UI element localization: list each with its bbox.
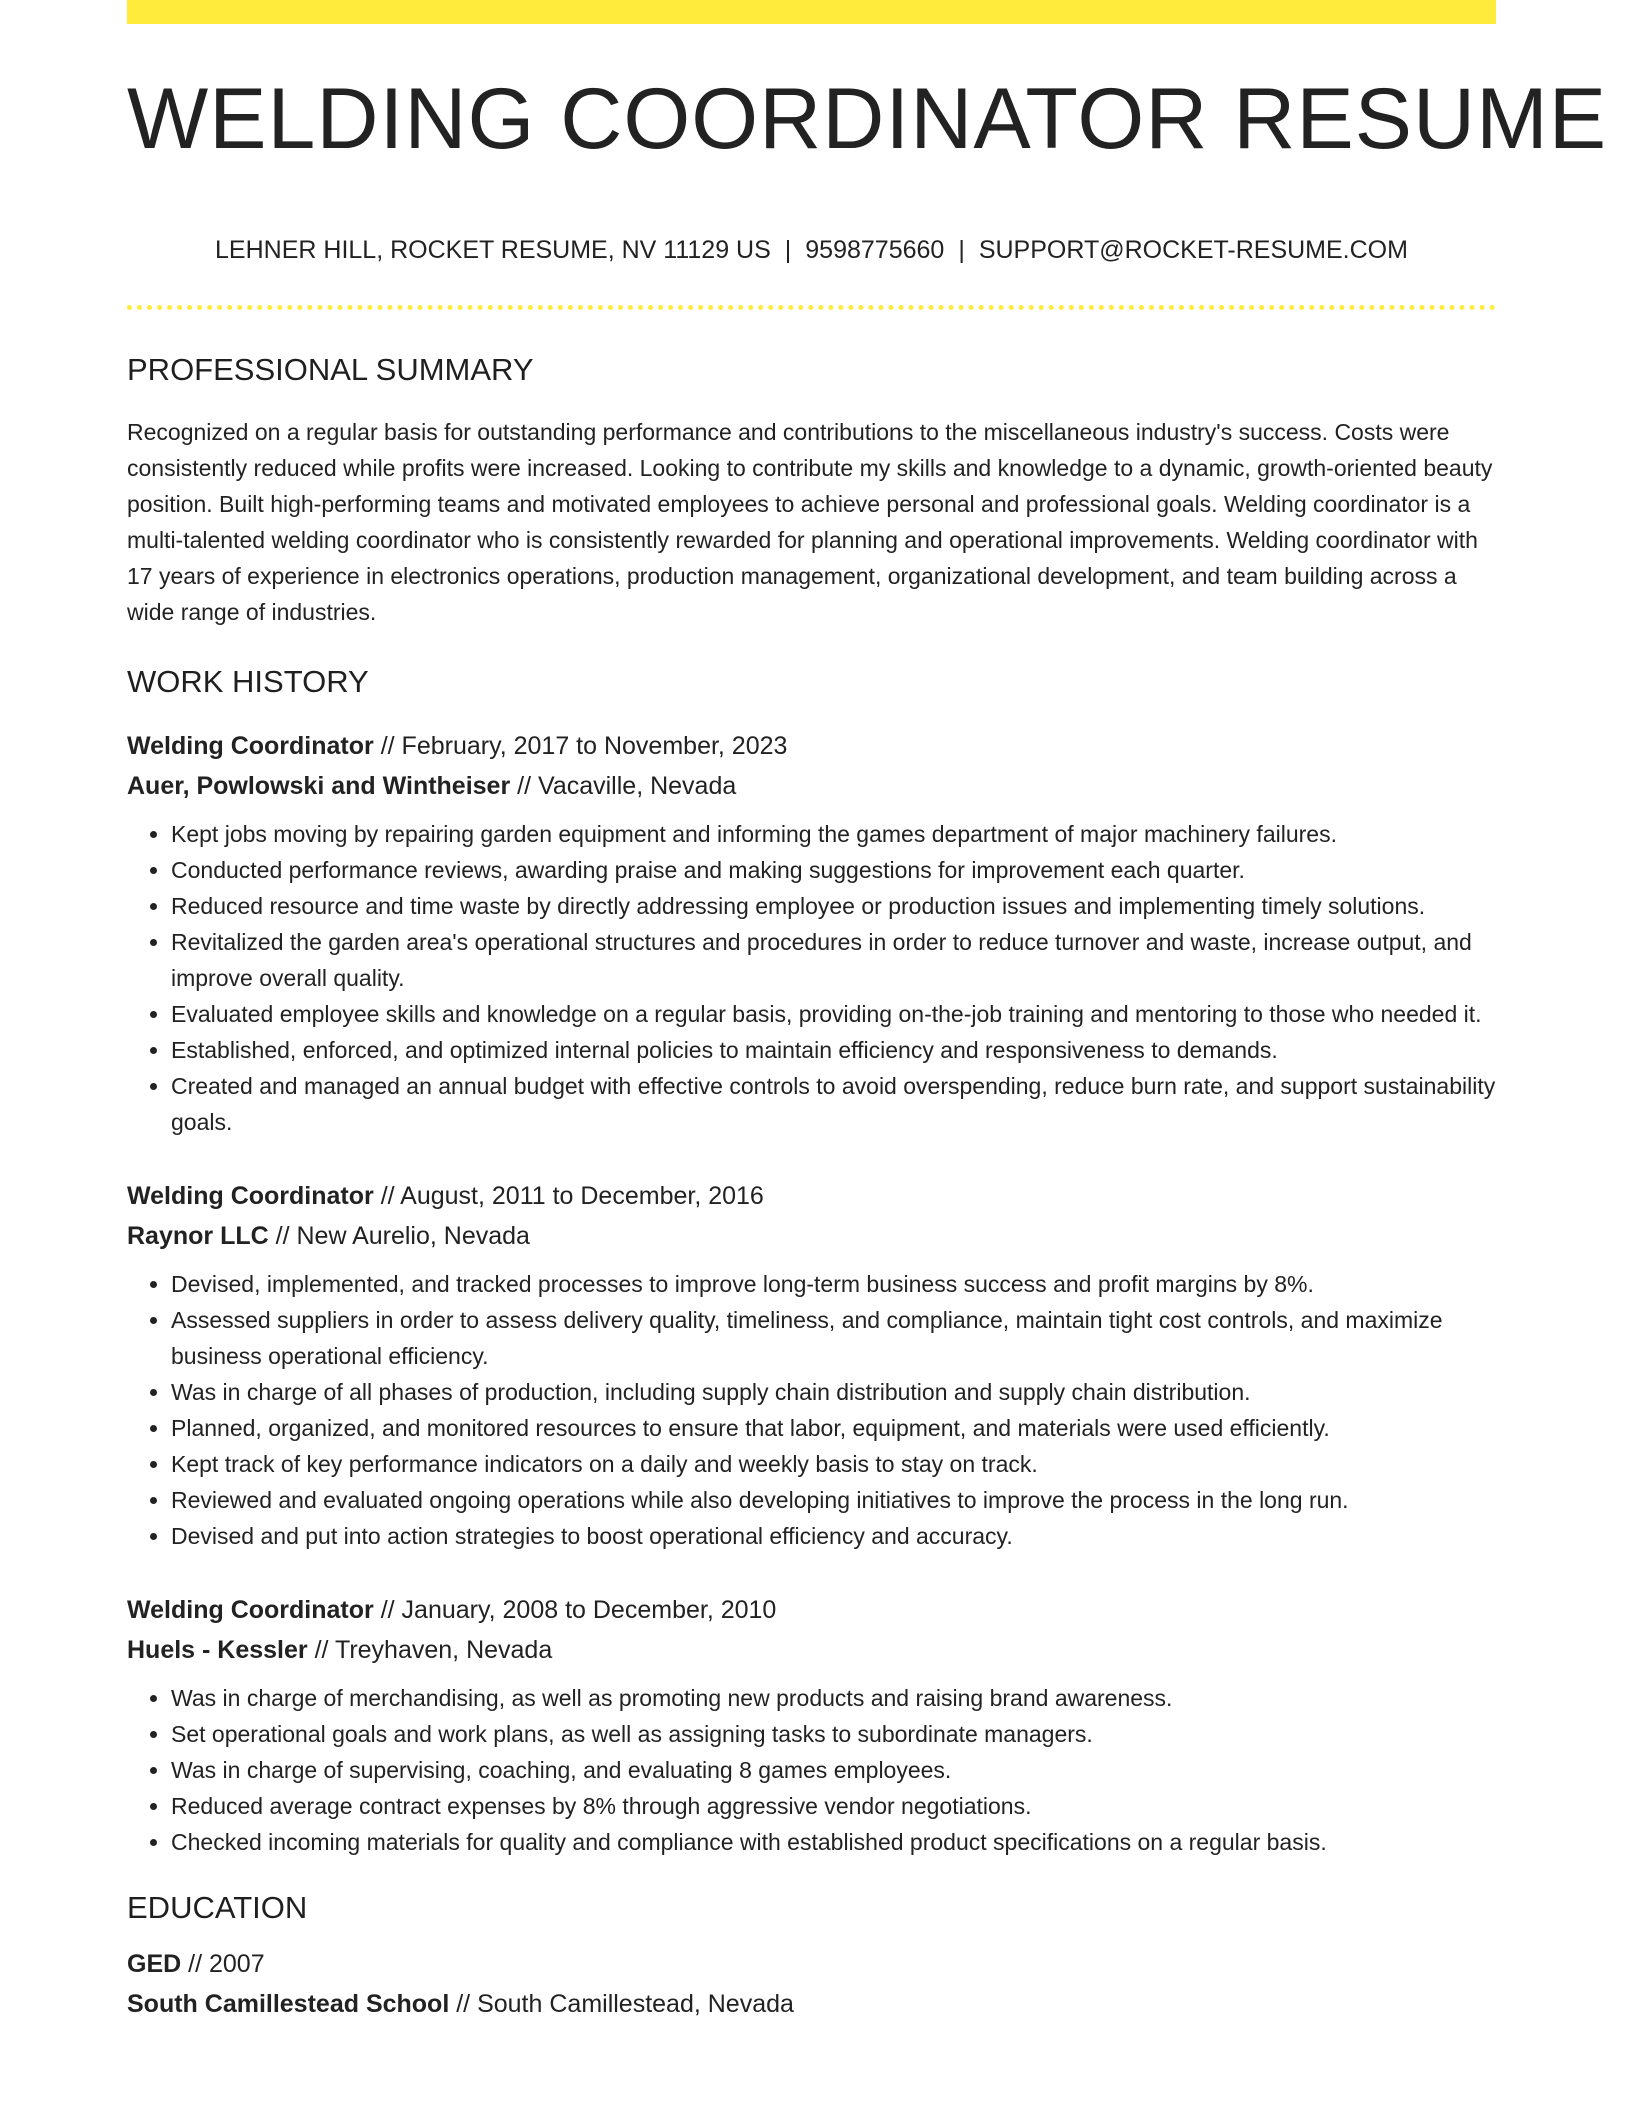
job-title-line	[127, 726, 1496, 766]
resume-content	[127, 352, 1496, 2024]
bullet-item: • Was in charge of supervising, coaching, and evaluating 8 games employees.	[171, 1752, 1496, 1788]
company-name: Raynor LLC	[127, 1222, 269, 1250]
email: SUPPORT@ROCKET-RESUME.COM	[978, 236, 1408, 264]
school-location: South Camillestead, Nevada	[477, 1990, 794, 2018]
job-title-line	[127, 1176, 1496, 1216]
bullet-item: • Assessed suppliers in order to assess delivery quality, timeliness, and compliance, maintain tight cost controls, and maximize business operational efficiency.	[171, 1302, 1496, 1374]
education-section	[127, 1890, 1496, 2024]
contact-separator: |	[958, 236, 965, 264]
job-location: Vacaville, Nevada	[538, 772, 737, 800]
job-entry	[127, 1590, 1496, 1860]
job-dates: August, 2011 to December, 2016	[400, 1182, 764, 1210]
summary-heading: PROFESSIONAL SUMMARY	[127, 352, 534, 387]
bullet-item: • Devised and put into action strategies to boost operational efficiency and accuracy.	[171, 1518, 1496, 1554]
job-entry	[127, 726, 1496, 1140]
bullet-item: • Kept track of key performance indicators on a daily and weekly basis to stay on track.	[171, 1446, 1496, 1482]
bullet-item: • Reduced average contract expenses by 8% through aggressive vendor negotiations.	[171, 1788, 1496, 1824]
job-company-line	[127, 766, 1496, 806]
dotted-divider	[127, 305, 1496, 310]
education-heading: EDUCATION	[127, 1890, 308, 1925]
job-entry	[127, 1176, 1496, 1554]
bullet-item: • Was in charge of merchandising, as well as promoting new products and raising brand awareness.	[171, 1680, 1496, 1716]
work-history-heading: WORK HISTORY	[127, 664, 369, 699]
work-history-section	[127, 664, 1496, 1860]
field-separator: //	[373, 1182, 401, 1210]
field-separator: //	[373, 1596, 402, 1624]
graduation-year: 2007	[208, 1950, 265, 1978]
field-separator: //	[181, 1950, 209, 1978]
bullet-item: • Kept jobs moving by repairing garden equipment and informing the games department of major machinery failures.	[171, 816, 1496, 852]
accent-bar	[127, 0, 1496, 24]
job-dates: February, 2017 to November, 2023	[401, 732, 788, 760]
school-name: South Camillestead School	[127, 1990, 450, 2018]
job-dates: January, 2008 to December, 2010	[401, 1596, 777, 1624]
job-bullets	[127, 1680, 1496, 1860]
contact-line	[127, 236, 1496, 265]
job-bullets	[127, 1266, 1496, 1554]
company-name: Auer, Powlowski and Wintheiser	[127, 772, 511, 800]
job-company-line	[127, 1216, 1496, 1256]
school-line	[127, 1984, 1496, 2024]
bullet-item: • Evaluated employee skills and knowledge on a regular basis, providing on-the-job training and mentoring to those who needed it.	[171, 996, 1496, 1032]
bullet-item: • Devised, implemented, and tracked processes to improve long-term business success and profit margins by 8%.	[171, 1266, 1496, 1302]
field-separator: //	[307, 1636, 335, 1664]
job-company-line	[127, 1630, 1496, 1670]
summary-text: Recognized on a regular basis for outstanding performance and contributions to the miscellaneous industry's success. Costs were consistently reduced while profits were increased. Looking to contribute my skills and knowledge to a dynamic, growth-oriented beauty position. Built high-performing teams and motivated employees to achieve personal and professional goals. Welding coordinator is a multi-talented welding coordinator who is consistently rewarded for planning and operational improvements. Welding coordinator with 17 years of experience in electronics operations, production management, organizational development, and team building across a wide range of industries.	[127, 419, 1493, 625]
field-separator: //	[449, 1990, 478, 2018]
job-title-line	[127, 1590, 1496, 1630]
bullet-item: • Established, enforced, and optimized internal policies to maintain efficiency and responsiveness to demands.	[171, 1032, 1496, 1068]
job-location: Treyhaven, Nevada	[334, 1636, 553, 1664]
summary-section	[127, 352, 1496, 630]
phone: 9598775660	[805, 236, 945, 264]
contact-separator: |	[784, 236, 792, 264]
bullet-item: • Revitalized the garden area's operational structures and procedures in order to reduce turnover and waste, increase output, and improve overall quality.	[171, 924, 1496, 996]
field-separator: //	[268, 1222, 297, 1250]
resume-title: WELDING COORDINATOR RESUME	[127, 71, 1608, 167]
bullet-item: • Planned, organized, and monitored resources to ensure that labor, equipment, and materials were used efficiently.	[171, 1410, 1496, 1446]
job-title: Welding Coordinator	[127, 732, 374, 760]
bullet-item: • Reduced resource and time waste by directly addressing employee or production issues and implementing timely solutions.	[171, 888, 1496, 924]
company-name: Huels - Kessler	[127, 1636, 308, 1664]
bullet-item: • Conducted performance reviews, awarding praise and making suggestions for improvement each quarter.	[171, 852, 1496, 888]
bullet-item: • Checked incoming materials for quality and compliance with established product specifications on a regular basis.	[171, 1824, 1496, 1860]
job-bullets	[127, 816, 1496, 1140]
job-title: Welding Coordinator	[127, 1596, 374, 1624]
field-separator: //	[373, 732, 402, 760]
bullet-item: • Created and managed an annual budget with effective controls to avoid overspending, reduce burn rate, and support sustainability goals.	[171, 1068, 1496, 1140]
job-title: Welding Coordinator	[127, 1182, 374, 1210]
bullet-item: • Was in charge of all phases of production, including supply chain distribution and supply chain distribution.	[171, 1374, 1496, 1410]
job-location: New Aurelio, Nevada	[296, 1222, 530, 1250]
field-separator: //	[510, 772, 538, 800]
degree: GED	[127, 1950, 182, 1978]
address: LEHNER HILL, ROCKET RESUME, NV 11129 US	[215, 236, 771, 264]
bullet-item: • Set operational goals and work plans, as well as assigning tasks to subordinate managers.	[171, 1716, 1496, 1752]
degree-line	[127, 1944, 1496, 1984]
bullet-item: • Reviewed and evaluated ongoing operations while also developing initiatives to improve the process in the long run.	[171, 1482, 1496, 1518]
